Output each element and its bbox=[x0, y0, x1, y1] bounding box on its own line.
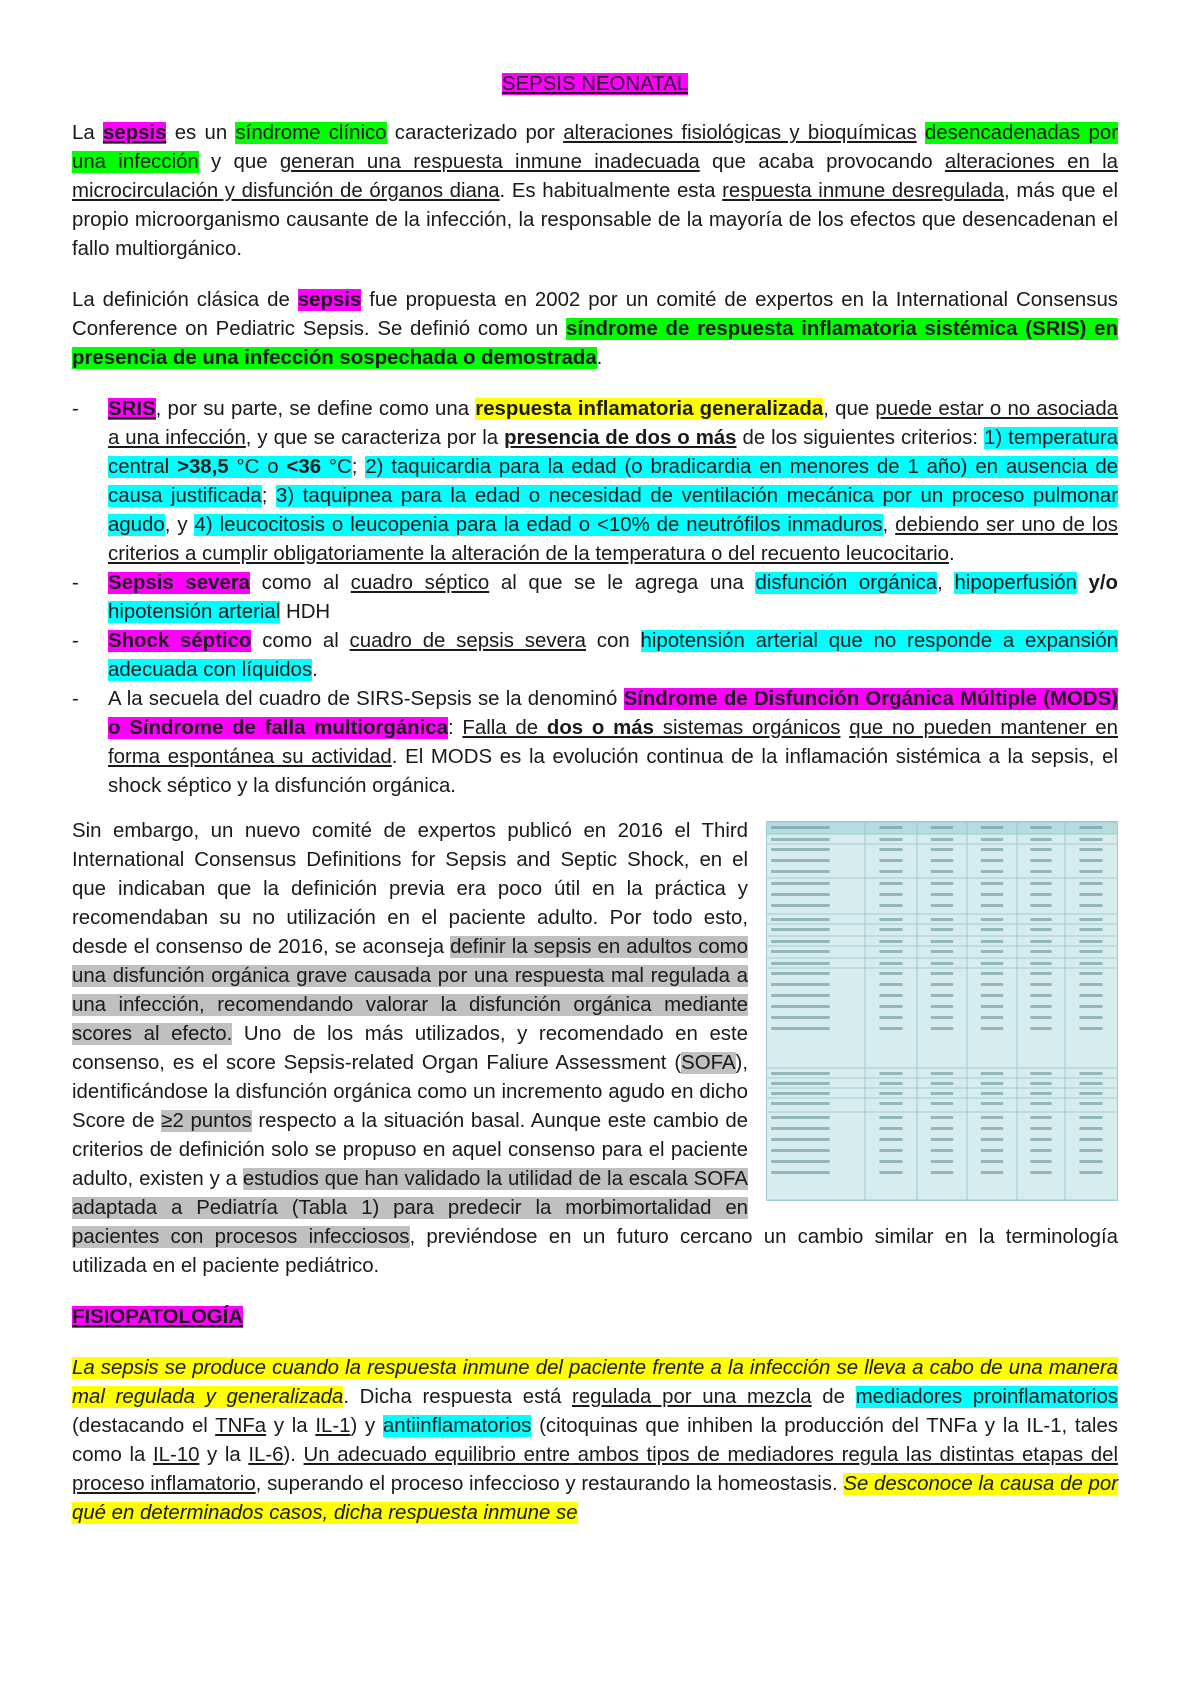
table-cell-text bbox=[931, 1005, 954, 1008]
table-cell-text bbox=[1030, 882, 1052, 885]
table-cell-text bbox=[981, 1171, 1004, 1174]
list-item-shock-septico: - Shock séptico como al cuadro de sepsis severa con hipotensión arterial que no responde a expansión adecuada con líquidos. bbox=[72, 627, 1118, 685]
table-cell-text bbox=[1030, 1160, 1052, 1163]
table-cell-text bbox=[931, 904, 954, 907]
table-cell-text bbox=[879, 1027, 902, 1030]
list-item-sepsis-severa: - Sepsis severa como al cuadro séptico al que se le agrega una disfunción orgánica, hipoperfusión y/o hipotensión arterial HDH bbox=[72, 569, 1118, 627]
table-cell-text bbox=[1079, 1127, 1102, 1130]
table-cell-text bbox=[771, 1138, 830, 1141]
table-cell-text bbox=[931, 1138, 954, 1141]
table-cell-text bbox=[1030, 1082, 1052, 1085]
table-cell-text bbox=[1030, 1149, 1052, 1152]
table-cell-text bbox=[771, 1149, 830, 1152]
table-cell-text bbox=[981, 940, 1004, 943]
table-cell-text bbox=[879, 1102, 902, 1105]
table-cell-text bbox=[981, 1160, 1004, 1163]
table-cell-text bbox=[1030, 826, 1052, 829]
table-cell-text bbox=[1030, 994, 1052, 997]
table-cell-text bbox=[1030, 1027, 1052, 1030]
table-cell-text bbox=[771, 893, 830, 896]
table-cell-text bbox=[1030, 1016, 1052, 1019]
table-cell-text bbox=[771, 1102, 830, 1105]
table-cell-text bbox=[771, 994, 830, 997]
criteria-list bbox=[72, 395, 1118, 801]
table-cell-text bbox=[1079, 1005, 1102, 1008]
sofa-table-graphic bbox=[767, 822, 1117, 1200]
table-cell-text bbox=[771, 1082, 830, 1085]
table-cell-text bbox=[1030, 950, 1052, 953]
table-cell-text bbox=[981, 904, 1004, 907]
table-cell-text bbox=[879, 893, 902, 896]
table-cell-text bbox=[1030, 904, 1052, 907]
table-cell-text bbox=[879, 1149, 902, 1152]
table-cell-text bbox=[931, 918, 954, 921]
table-cell-text bbox=[1030, 983, 1052, 986]
table-cell-text bbox=[1030, 1072, 1052, 1075]
table-cell-text bbox=[931, 1027, 954, 1030]
table-cell-text bbox=[981, 1149, 1004, 1152]
table-cell-text bbox=[771, 918, 830, 921]
table-cell-text bbox=[931, 838, 954, 841]
paragraph-fisiopatologia: La sepsis se produce cuando la respuesta inmune del paciente frente a la infección se lleva a cabo de una manera mal regulada y generalizada. Dicha respuesta está regulada por una mezcla de mediadores proinflamatorios (destacando el TNFa y la IL-1) y antiinflamatorios (citoquinas que inhiben la producción del TNFa y la IL-1, tales como la IL-10 y la IL-6). Un adecuado equilibrio entre ambos tipos de mediadores regula las distintas etapas del proceso inflamatorio, superando el proceso infeccioso y restaurando la homeostasis. Se desconoce la causa de por qué en determinados casos, dicha respuesta inmune se bbox=[72, 1357, 1119, 1524]
section-title-fisiopatologia: FISIOPATOLOGÍA bbox=[72, 1306, 244, 1328]
table-cell-text bbox=[1079, 950, 1102, 953]
table-cell-text bbox=[981, 950, 1004, 953]
table-cell-text bbox=[1079, 972, 1102, 975]
table-cell-text bbox=[931, 1160, 954, 1163]
table-cell-text bbox=[879, 882, 902, 885]
table-cell-text bbox=[981, 1102, 1004, 1105]
table-cell-text bbox=[981, 1092, 1004, 1095]
table-cell-text bbox=[1079, 1072, 1102, 1075]
table-cell-text bbox=[771, 1005, 830, 1008]
paragraph-intro: La sepsis es un síndrome clínico caracterizado por alteraciones fisiológicas y bioquímicas desencadenadas por una infección y que generan una respuesta inmune inadecuada que acaba provocando alteraciones en la microcirculación y disfunción de órganos diana. Es habitualmente esta respuesta inmune desregulada, más que el propio microorganismo causante de la infección, la responsable de la mayoría de los efectos que desencadenan el fallo multiorgánico. bbox=[72, 122, 1118, 260]
table-cell-text bbox=[879, 904, 902, 907]
table-cell-text bbox=[879, 1160, 902, 1163]
table-cell-text bbox=[931, 826, 954, 829]
table-cell-text bbox=[931, 994, 954, 997]
table-cell-text bbox=[981, 859, 1004, 862]
table-cell-text bbox=[1030, 928, 1052, 931]
sofa-table-image bbox=[766, 821, 1118, 1201]
table-cell-text bbox=[1079, 1082, 1102, 1085]
table-cell-text bbox=[1079, 940, 1102, 943]
table-cell-text bbox=[931, 1171, 954, 1174]
table-cell-text bbox=[981, 1016, 1004, 1019]
table-cell-text bbox=[771, 882, 830, 885]
table-cell-text bbox=[771, 962, 830, 965]
table-cell-text bbox=[879, 1072, 902, 1075]
table-cell-text bbox=[879, 1005, 902, 1008]
table-cell-text bbox=[1079, 994, 1102, 997]
table-cell-text bbox=[1030, 870, 1052, 873]
table-cell-text bbox=[931, 1116, 954, 1119]
table-cell-text bbox=[931, 962, 954, 965]
table-cell-text bbox=[771, 940, 830, 943]
table-cell-text bbox=[1079, 838, 1102, 841]
document-title: SEPSIS NEONATAL bbox=[501, 73, 689, 95]
table-cell-text bbox=[1030, 918, 1052, 921]
table-cell-text bbox=[981, 972, 1004, 975]
table-cell-text bbox=[931, 1092, 954, 1095]
table-cell-text bbox=[1079, 1116, 1102, 1119]
table-cell-text bbox=[1079, 983, 1102, 986]
table-cell-text bbox=[1030, 940, 1052, 943]
table-cell-text bbox=[981, 994, 1004, 997]
table-cell-text bbox=[879, 859, 902, 862]
table-cell-text bbox=[1079, 1149, 1102, 1152]
table-cell-text bbox=[1030, 962, 1052, 965]
table-cell-text bbox=[1079, 870, 1102, 873]
table-cell-text bbox=[981, 838, 1004, 841]
table-cell-text bbox=[981, 962, 1004, 965]
table-cell-text bbox=[981, 870, 1004, 873]
table-cell-text bbox=[771, 838, 830, 841]
table-cell-text bbox=[771, 1160, 830, 1163]
table-cell-text bbox=[1079, 848, 1102, 851]
table-cell-text bbox=[931, 882, 954, 885]
paragraph-definition: La definición clásica de sepsis fue propuesta en 2002 por un comité de expertos en la International Consensus Conference on Pediatric Sepsis. Se definió como un síndrome de respuesta inflamatoria sistémica (SRIS) en presencia de una infección sospechada o demostrada. bbox=[72, 289, 1118, 369]
table-cell-text bbox=[981, 1116, 1004, 1119]
table-cell-text bbox=[1079, 859, 1102, 862]
table-cell-text bbox=[771, 950, 830, 953]
table-cell-text bbox=[771, 972, 830, 975]
table-cell-text bbox=[771, 1116, 830, 1119]
table-cell-text bbox=[931, 1127, 954, 1130]
table-cell-text bbox=[981, 1127, 1004, 1130]
table-cell-text bbox=[771, 1092, 830, 1095]
table-cell-text bbox=[879, 870, 902, 873]
table-cell-text bbox=[1030, 1005, 1052, 1008]
table-cell-text bbox=[931, 848, 954, 851]
table-cell-text bbox=[1079, 1027, 1102, 1030]
table-cell-text bbox=[879, 1127, 902, 1130]
table-cell-text bbox=[931, 1072, 954, 1075]
table-cell-text bbox=[879, 950, 902, 953]
table-cell-text bbox=[1079, 1092, 1102, 1095]
table-cell-text bbox=[931, 870, 954, 873]
table-cell-text bbox=[771, 870, 830, 873]
paragraph-sofa: Sin embargo, un nuevo comité de expertos publicó en 2016 el Third International Consensus Definitions for Sepsis and Septic Shock, en el que indicaban que la definición previa era poco útil en la práctica y recomendaban su no utilización en el paciente adulto. Por todo esto, desde el consenso de 2016, se aconseja definir la sepsis en adultos como una disfunción orgánica grave causada por una respuesta mal regulada a una infección, recomendando valorar la disfunción orgánica mediante scores al efecto. Uno de los más utilizados, y recomendado en este consenso, es el score Sepsis-related Organ Faliure Assessment (SOFA), identificándose la disfunción orgánica como un incremento agudo en dicho Score de ≥2 puntos respecto a la situación basal. Aunque este cambio de criterios de definición solo se propuso en aquel consenso para el paciente adulto, existen y a estudios que han validado la utilidad de la escala SOFA adaptada a Pediatría (Tabla 1) para predecir la morbimortalidad en pacientes con procesos infecciosos, previéndose en un futuro cercano un cambio similar en la terminología utilizada en el paciente pediátrico. bbox=[72, 820, 1119, 1277]
table-cell-text bbox=[879, 1082, 902, 1085]
table-cell-text bbox=[1079, 904, 1102, 907]
table-cell-text bbox=[1079, 1138, 1102, 1141]
table-cell-text bbox=[981, 826, 1004, 829]
table-cell-text bbox=[1030, 972, 1052, 975]
table-cell-text bbox=[1030, 1171, 1052, 1174]
table-cell-text bbox=[1030, 1127, 1052, 1130]
table-cell-text bbox=[1030, 1102, 1052, 1105]
table-cell-text bbox=[981, 1027, 1004, 1030]
table-cell-text bbox=[771, 904, 830, 907]
table-cell-text bbox=[931, 1082, 954, 1085]
table-cell-text bbox=[771, 983, 830, 986]
table-cell-text bbox=[879, 983, 902, 986]
table-cell-text bbox=[931, 972, 954, 975]
table-cell-text bbox=[771, 1171, 830, 1174]
table-cell-text bbox=[771, 928, 830, 931]
table-cell-text bbox=[1079, 882, 1102, 885]
table-cell-text bbox=[1030, 1092, 1052, 1095]
table-cell-text bbox=[771, 848, 830, 851]
table-cell-text bbox=[1079, 1016, 1102, 1019]
table-cell-text bbox=[1079, 893, 1102, 896]
table-cell-text bbox=[1079, 1102, 1102, 1105]
table-cell-text bbox=[771, 826, 830, 829]
table-cell-text bbox=[771, 1127, 830, 1130]
table-cell-text bbox=[1030, 1138, 1052, 1141]
table-cell-text bbox=[1030, 838, 1052, 841]
list-item-sris: - SRIS, por su parte, se define como una respuesta inflamatoria generalizada, que puede estar o no asociada a una infección, y que se caracteriza por la presencia de dos o más de los siguientes criterios: 1) temperatura central >38,5 °C o <36 °C; 2) taquicardia para la edad (o bradicardia en menores de 1 año) en ausencia de causa justificada; 3) taquipnea para la edad o necesidad de ventilación mecánica por un proceso pulmonar agudo, y 4) leucocitosis o leucopenia para la edad o <10% de neutrófilos inmaduros, debiendo ser uno de los criterios a cumplir obligatoriamente la alteración de la temperatura o del recuento leucocitario. bbox=[72, 395, 1118, 569]
table-cell-text bbox=[1079, 826, 1102, 829]
table-cell-text bbox=[981, 882, 1004, 885]
table-cell-text bbox=[879, 1092, 902, 1095]
list-item-mods: - A la secuela del cuadro de SIRS-Sepsis se la denominó Síndrome de Disfunción Orgánica Múltiple (MODS) o Síndrome de falla multiorgánica: Falla de dos o más sistemas orgánicos que no pueden mantener en forma espontánea su actividad. El MODS es la evolución continua de la inflamación sistémica a la sepsis, el shock séptico y la disfunción orgánica. bbox=[72, 685, 1118, 801]
table-cell-text bbox=[981, 1082, 1004, 1085]
table-cell-text bbox=[931, 940, 954, 943]
table-cell-text bbox=[1030, 893, 1052, 896]
table-cell-text bbox=[981, 1005, 1004, 1008]
table-cell-text bbox=[879, 1016, 902, 1019]
table-cell-text bbox=[879, 826, 902, 829]
table-cell-text bbox=[879, 940, 902, 943]
table-cell-text bbox=[931, 983, 954, 986]
table-cell-text bbox=[879, 962, 902, 965]
table-cell-text bbox=[981, 918, 1004, 921]
table-cell-text bbox=[771, 859, 830, 862]
table-cell-text bbox=[1079, 962, 1102, 965]
table-cell-text bbox=[771, 1072, 830, 1075]
table-cell-text bbox=[771, 1016, 830, 1019]
table-cell-text bbox=[879, 918, 902, 921]
table-cell-text bbox=[981, 928, 1004, 931]
table-cell-text bbox=[931, 1016, 954, 1019]
table-cell-text bbox=[1030, 859, 1052, 862]
table-cell-text bbox=[981, 983, 1004, 986]
table-cell-text bbox=[1079, 928, 1102, 931]
table-cell-text bbox=[981, 893, 1004, 896]
table-cell-text bbox=[879, 928, 902, 931]
table-cell-text bbox=[981, 1072, 1004, 1075]
table-cell-text bbox=[931, 893, 954, 896]
table-cell-text bbox=[879, 848, 902, 851]
table-cell-text bbox=[931, 1102, 954, 1105]
table-cell-text bbox=[879, 1138, 902, 1141]
table-cell-text bbox=[879, 994, 902, 997]
table-cell-text bbox=[1079, 1160, 1102, 1163]
table-cell-text bbox=[981, 848, 1004, 851]
table-cell-text bbox=[879, 1116, 902, 1119]
table-cell-text bbox=[931, 950, 954, 953]
table-cell-text bbox=[931, 928, 954, 931]
table-cell-text bbox=[879, 1171, 902, 1174]
table-cell-text bbox=[1030, 1116, 1052, 1119]
table-cell-text bbox=[1079, 1171, 1102, 1174]
table-cell-text bbox=[931, 859, 954, 862]
table-cell-text bbox=[981, 1138, 1004, 1141]
table-cell-text bbox=[931, 1149, 954, 1152]
table-cell-text bbox=[879, 838, 902, 841]
table-cell-text bbox=[1079, 918, 1102, 921]
table-cell-text bbox=[771, 1027, 830, 1030]
table-cell-text bbox=[879, 972, 902, 975]
table-cell-text bbox=[1030, 848, 1052, 851]
document-page bbox=[72, 70, 1118, 1528]
